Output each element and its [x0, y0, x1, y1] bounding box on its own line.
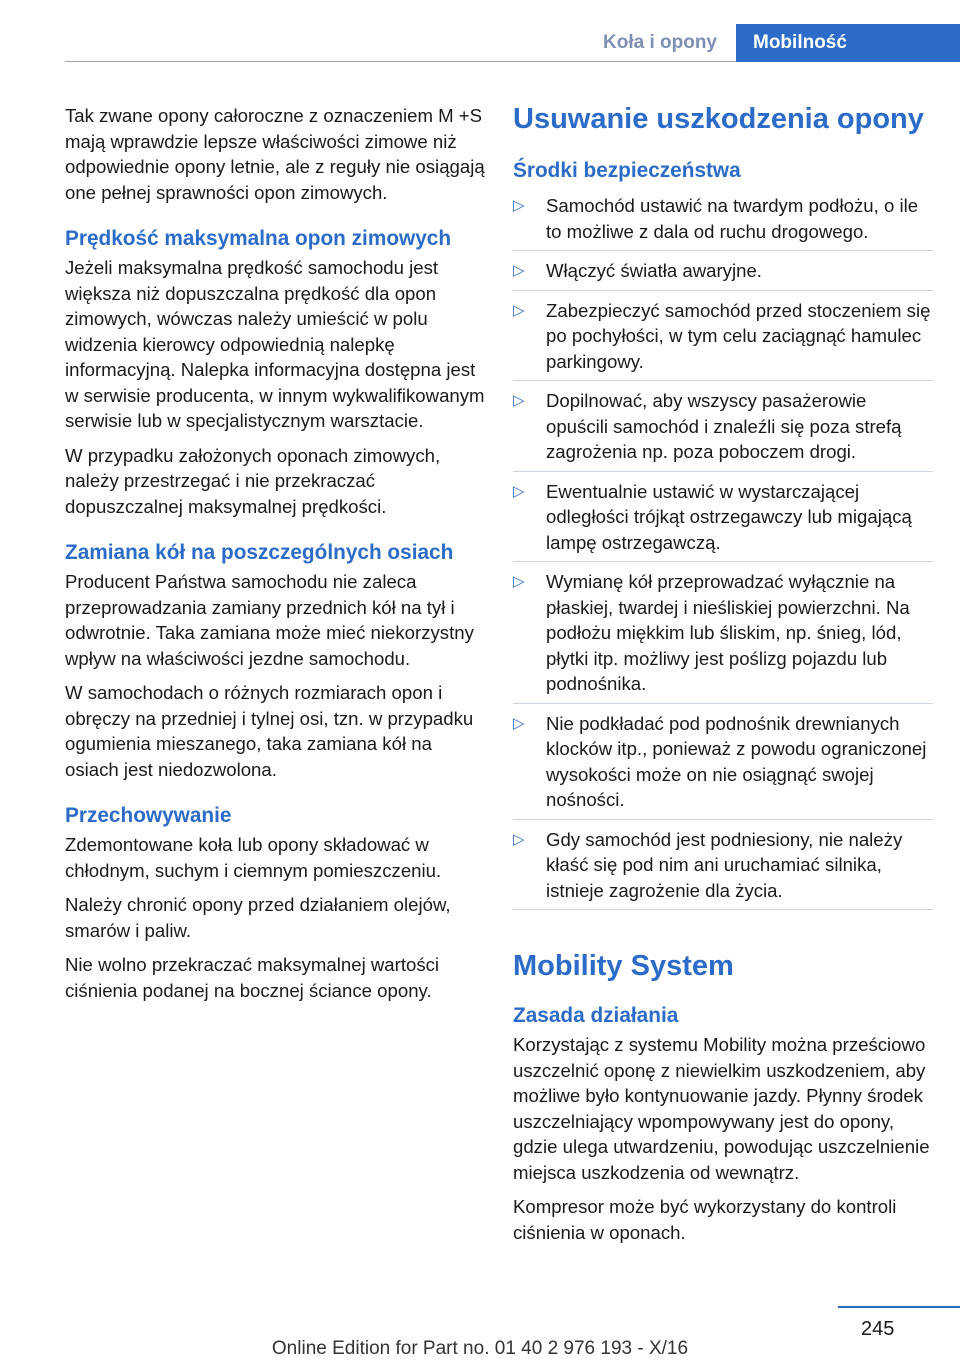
- speed-paragraph-2: W przypadku założonych oponach zimowych, należy przestrzegać i nie przekraczać dopuszczalnej maksymalnej prędkości.: [65, 444, 441, 517]
- header-section-label: Koła i opony: [603, 32, 717, 53]
- triangle-bullet-icon: ▷: [513, 573, 525, 590]
- list-item: ▷ Wymianę kół przeprowadzać wyłącznie na płaskiej, twardej i nieśliskiej powierzchni. Na podłożu miękkim lub śliskim, np. śnieg, lód, płytki itp. możliwy jest poślizg pojazdu lub podnośnika.: [513, 569, 933, 704]
- triangle-bullet-icon: ▷: [513, 830, 525, 848]
- triangle-bullet-icon: ▷: [513, 482, 525, 500]
- heading-tire-repair: Usuwanie uszkodzenia opony: [513, 103, 924, 135]
- list-item: ▷ Zabezpieczyć samochód przed stoczeniem się po pochyłości, w tym celu zaciągnąć hamulec parkingowy.: [513, 298, 933, 382]
- page-number: 245: [861, 1318, 895, 1340]
- header-chapter-tab: Mobilność: [736, 24, 960, 62]
- storage-paragraph-1: Zdemontowane koła lub opony składować w chłodnym, suchym i ciemnym pomieszczeniu.: [65, 834, 442, 881]
- speed-paragraph-1: Jeżeli maksymalna prędkość samochodu jest większa niż dopuszczalna prędkość dla opon zimowych, wówczas należy umieścić w polu widzenia kierowcy odpowiednią nalepkę informacyjną. Nalepka informacyjna dostępna jest w serwisie producenta, w innym wykwalifikowanym serwisie lub w specjalistycznym warsztacie.: [65, 257, 485, 431]
- heading-safety: Środki bezpieczeństwa: [513, 159, 741, 182]
- list-item: ▷ Gdy samochód jest podniesiony, nie należy kłaść się pod nim ani uruchamiać silnika, istnieje zagrożenie dla życia.: [513, 827, 933, 911]
- triangle-bullet-icon: ▷: [513, 714, 525, 732]
- heading-storage: Przechowywanie: [65, 804, 232, 827]
- storage-paragraph-2: Należy chronić opony przed działaniem olejów, smarów i paliw.: [65, 894, 451, 941]
- list-item: ▷ Nie podkładać pod podnośnik drewnianych klocków itp., ponieważ z powodu ograniczonej wysokości może on nie osiągnąć swojej nośności.: [513, 711, 933, 820]
- safety-list: [513, 193, 933, 910]
- intro-paragraph: Tak zwane opony całoroczne z oznaczeniem M +S mają wprawdzie lepsze właściwości zimowe niż odpowiednie opony letnie, ale z reguły nie osiągają one pełnej sprawności opon zimowych.: [65, 105, 485, 203]
- principle-paragraph-2: Kompresor może być wykorzystany do kontroli ciśnienia w oponach.: [513, 1196, 897, 1243]
- heading-winter-speed: Prędkość maksymalna opon zimowych: [65, 227, 452, 250]
- list-item: ▷ Włączyć światła awaryjne.: [513, 258, 933, 291]
- right-column: [513, 103, 933, 1254]
- principle-paragraph-1: Korzystając z systemu Mobility można prześciowo uszczelnić oponę z niewielkim uszkodzeniem, aby możliwe było kontynuowanie jazdy. Płynny środek uszczelniający wpompowywany jest do opony, gdzie ulega utwardzeniu, powodując uszczelnienie miejsca uszkodzenia od wewnątrz.: [513, 1034, 930, 1183]
- heading-principle: Zasada działania: [513, 1004, 679, 1027]
- left-column: [65, 103, 485, 1012]
- triangle-bullet-icon: ▷: [513, 262, 525, 279]
- storage-paragraph-3: Nie wolno przekraczać maksymalnej wartości ciśnienia podanej na bocznej ściance opony.: [65, 954, 440, 1001]
- list-item: ▷ Ewentualnie ustawić w wystarczającej odległości trójkąt ostrzegawczy lub migającą lampę ostrzegawczą.: [513, 479, 933, 563]
- heading-mobility-system: Mobility System: [513, 950, 734, 982]
- list-item: ▷ Samochód ustawić na twardym podłożu, o ile to możliwe z dala od ruchu drogowego.: [513, 193, 933, 251]
- page-number-rule: [838, 1306, 960, 1308]
- heading-wheel-swap: Zamiana kół na poszczególnych osiach: [65, 541, 454, 564]
- triangle-bullet-icon: ▷: [513, 392, 525, 409]
- triangle-bullet-icon: ▷: [513, 301, 525, 319]
- swap-paragraph-2: W samochodach o różnych rozmiarach opon i obręczy na przedniej i tylnej osi, tzn. w przypadku ogumienia mieszanego, taka zamiana kół na osiach jest niedozwolona.: [65, 682, 474, 780]
- swap-paragraph-1: Producent Państwa samochodu nie zaleca przeprowadzania zamiany przednich kół na tył i odwrotnie. Taka zamiana może mieć niekorzystny wpływ na właściwości jezdne samochodu.: [65, 571, 474, 669]
- list-item: ▷ Dopilnować, aby wszyscy pasażerowie opuścili samochód i znaleźli się poza strefą zagrożenia np. poza poboczem drogi.: [513, 388, 933, 472]
- edition-footer: Online Edition for Part no. 01 40 2 976 193 - X/16: [271, 1338, 689, 1359]
- triangle-bullet-icon: ▷: [513, 197, 525, 214]
